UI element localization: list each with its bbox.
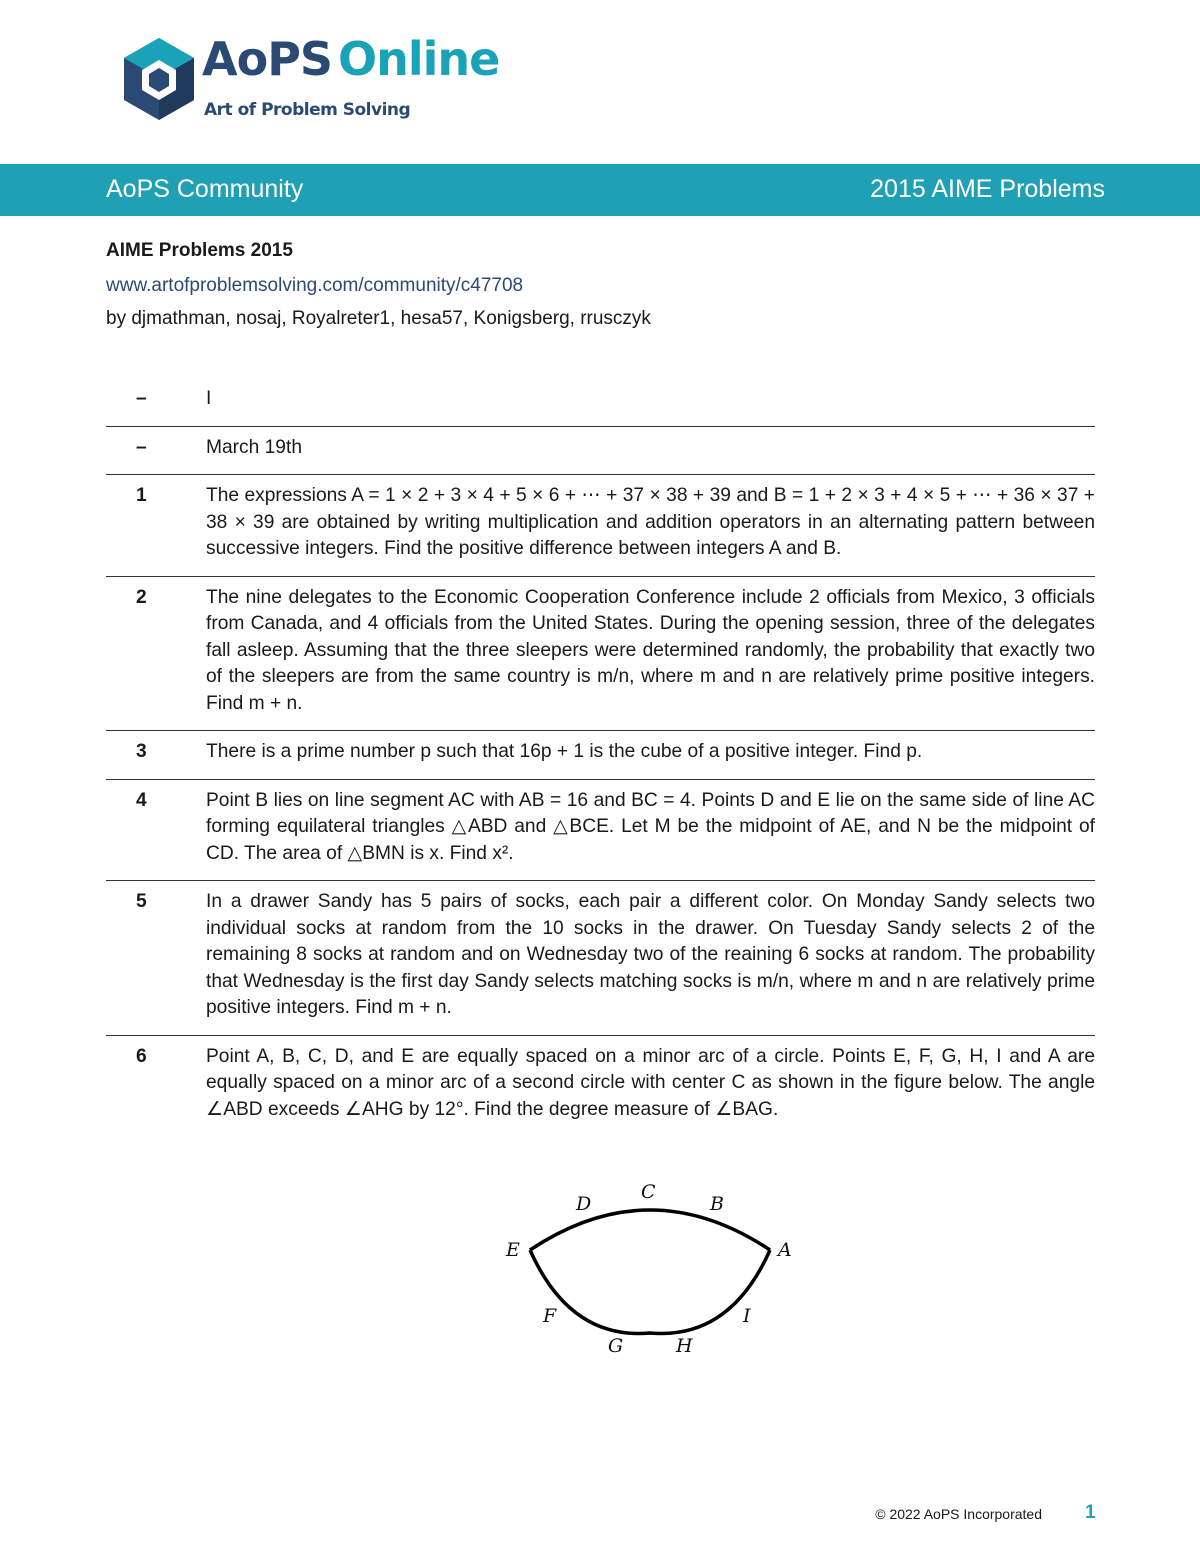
problem-row [106, 731, 1095, 780]
logo-wordmark [202, 32, 499, 86]
point-label-a: A [778, 1239, 792, 1261]
date-row [106, 427, 1095, 476]
problem-number: 3 [136, 741, 147, 762]
problem-row [106, 881, 1095, 1036]
point-label-d: D [576, 1193, 592, 1215]
problem-number: 5 [136, 891, 147, 912]
page-title: AIME Problems 2015 [106, 240, 293, 261]
problem-row [106, 780, 1095, 882]
problem-text: The nine delegates to the Economic Cooperation Conference include 2 officials from Mexico, 3 officials from Canada, and 4 officials from the United States. During the opening session, three of the delegates fall asleep. Assuming that the three sleepers were determined randomly, the probability that exactly two of the sleepers are from the same country is m/n, where m and n are relatively prime positive integers. Find m + n. [206, 586, 1095, 714]
arc-figure [490, 1170, 810, 1370]
problem-text: Point B lies on line segment AC with AB = 16 and BC = 4. Points D and E lie on the same side of line AC forming equilateral triangles △ABD and △BCE. Let M be the midpoint of AE, and N be the midpoint of CD. The area of △BMN is x. Find x². [206, 789, 1095, 864]
banner-document-title: 2015 AIME Problems [870, 175, 1105, 203]
section-row [106, 378, 1095, 427]
problem-text: There is a prime number p such that 16p + 1 is the cube of a positive integer. Find p. [206, 741, 923, 762]
row-marker: – [136, 388, 147, 409]
problem-number: 4 [136, 789, 147, 811]
problem-row [106, 1036, 1095, 1137]
row-marker: – [136, 436, 147, 458]
page-number: 1 [1085, 1502, 1096, 1523]
aops-logo [124, 32, 524, 128]
point-label-f: F [543, 1305, 557, 1327]
point-label-c: C [641, 1181, 656, 1203]
problem-number: 1 [136, 485, 147, 506]
logo-tagline: Art of Problem Solving [204, 100, 411, 120]
problem-text: Point A, B, C, D, and E are equally spaced on a minor arc of a circle. Points E, F, G, H, I and A are equally spaced on a minor arc of a second circle with center C as shown in the figure below. The angle ∠ABD exceeds ∠AHG by 12°. Find the degree measure of ∠BAG. [206, 1045, 1095, 1120]
copyright-footer: © 2022 AoPS Incorporated [875, 1506, 1042, 1522]
community-link[interactable]: www.artofproblemsolving.com/community/c47708 [106, 275, 524, 296]
problem-number: 2 [136, 586, 147, 608]
point-label-b: B [710, 1193, 724, 1215]
problem-text: In a drawer Sandy has 5 pairs of socks, each pair a different color. On Monday Sandy selects two individual socks at random from the 10 socks in the drawer. On Tuesday Sandy selects 2 of the remaining 8 socks at random and on Wednesday two of the reaining 6 socks at random. The probability that Wednesday is the first day Sandy selects matching socks is m/n, where m and n are relatively prime positive integers. Find m + n. [206, 891, 1095, 1018]
point-label-h: H [676, 1335, 693, 1357]
lower-arc [530, 1250, 770, 1334]
point-label-g: G [608, 1335, 624, 1357]
banner-community: AoPS Community [106, 175, 304, 203]
point-label-e: E [506, 1239, 520, 1261]
point-label-i: I [743, 1305, 751, 1327]
section-label: I [206, 388, 212, 409]
problem-list [106, 378, 1095, 1136]
logo-product: Online [338, 32, 500, 86]
header-banner [0, 164, 1200, 216]
logo-brand: AoPS [202, 32, 333, 86]
problem-row [106, 475, 1095, 577]
aops-cube-icon [124, 38, 194, 122]
problem-number: 6 [136, 1045, 147, 1067]
authors-line: by djmathman, nosaj, Royalreter1, hesa57, Konigsberg, rrusczyk [106, 308, 651, 329]
exam-date: March 19th [206, 436, 302, 458]
problem-text: The expressions A = 1 × 2 + 3 × 4 + 5 × 6 + ⋯ + 37 × 38 + 39 and B = 1 + 2 × 3 + 4 × 5 + ⋯ + 36 × 37 + 38 × 39 are obtained by writing multiplication and addition operators in an alternating pattern between successive integers. Find the positive difference between integers A and B. [206, 485, 1095, 559]
problem-row [106, 577, 1095, 732]
upper-arc [530, 1210, 770, 1250]
